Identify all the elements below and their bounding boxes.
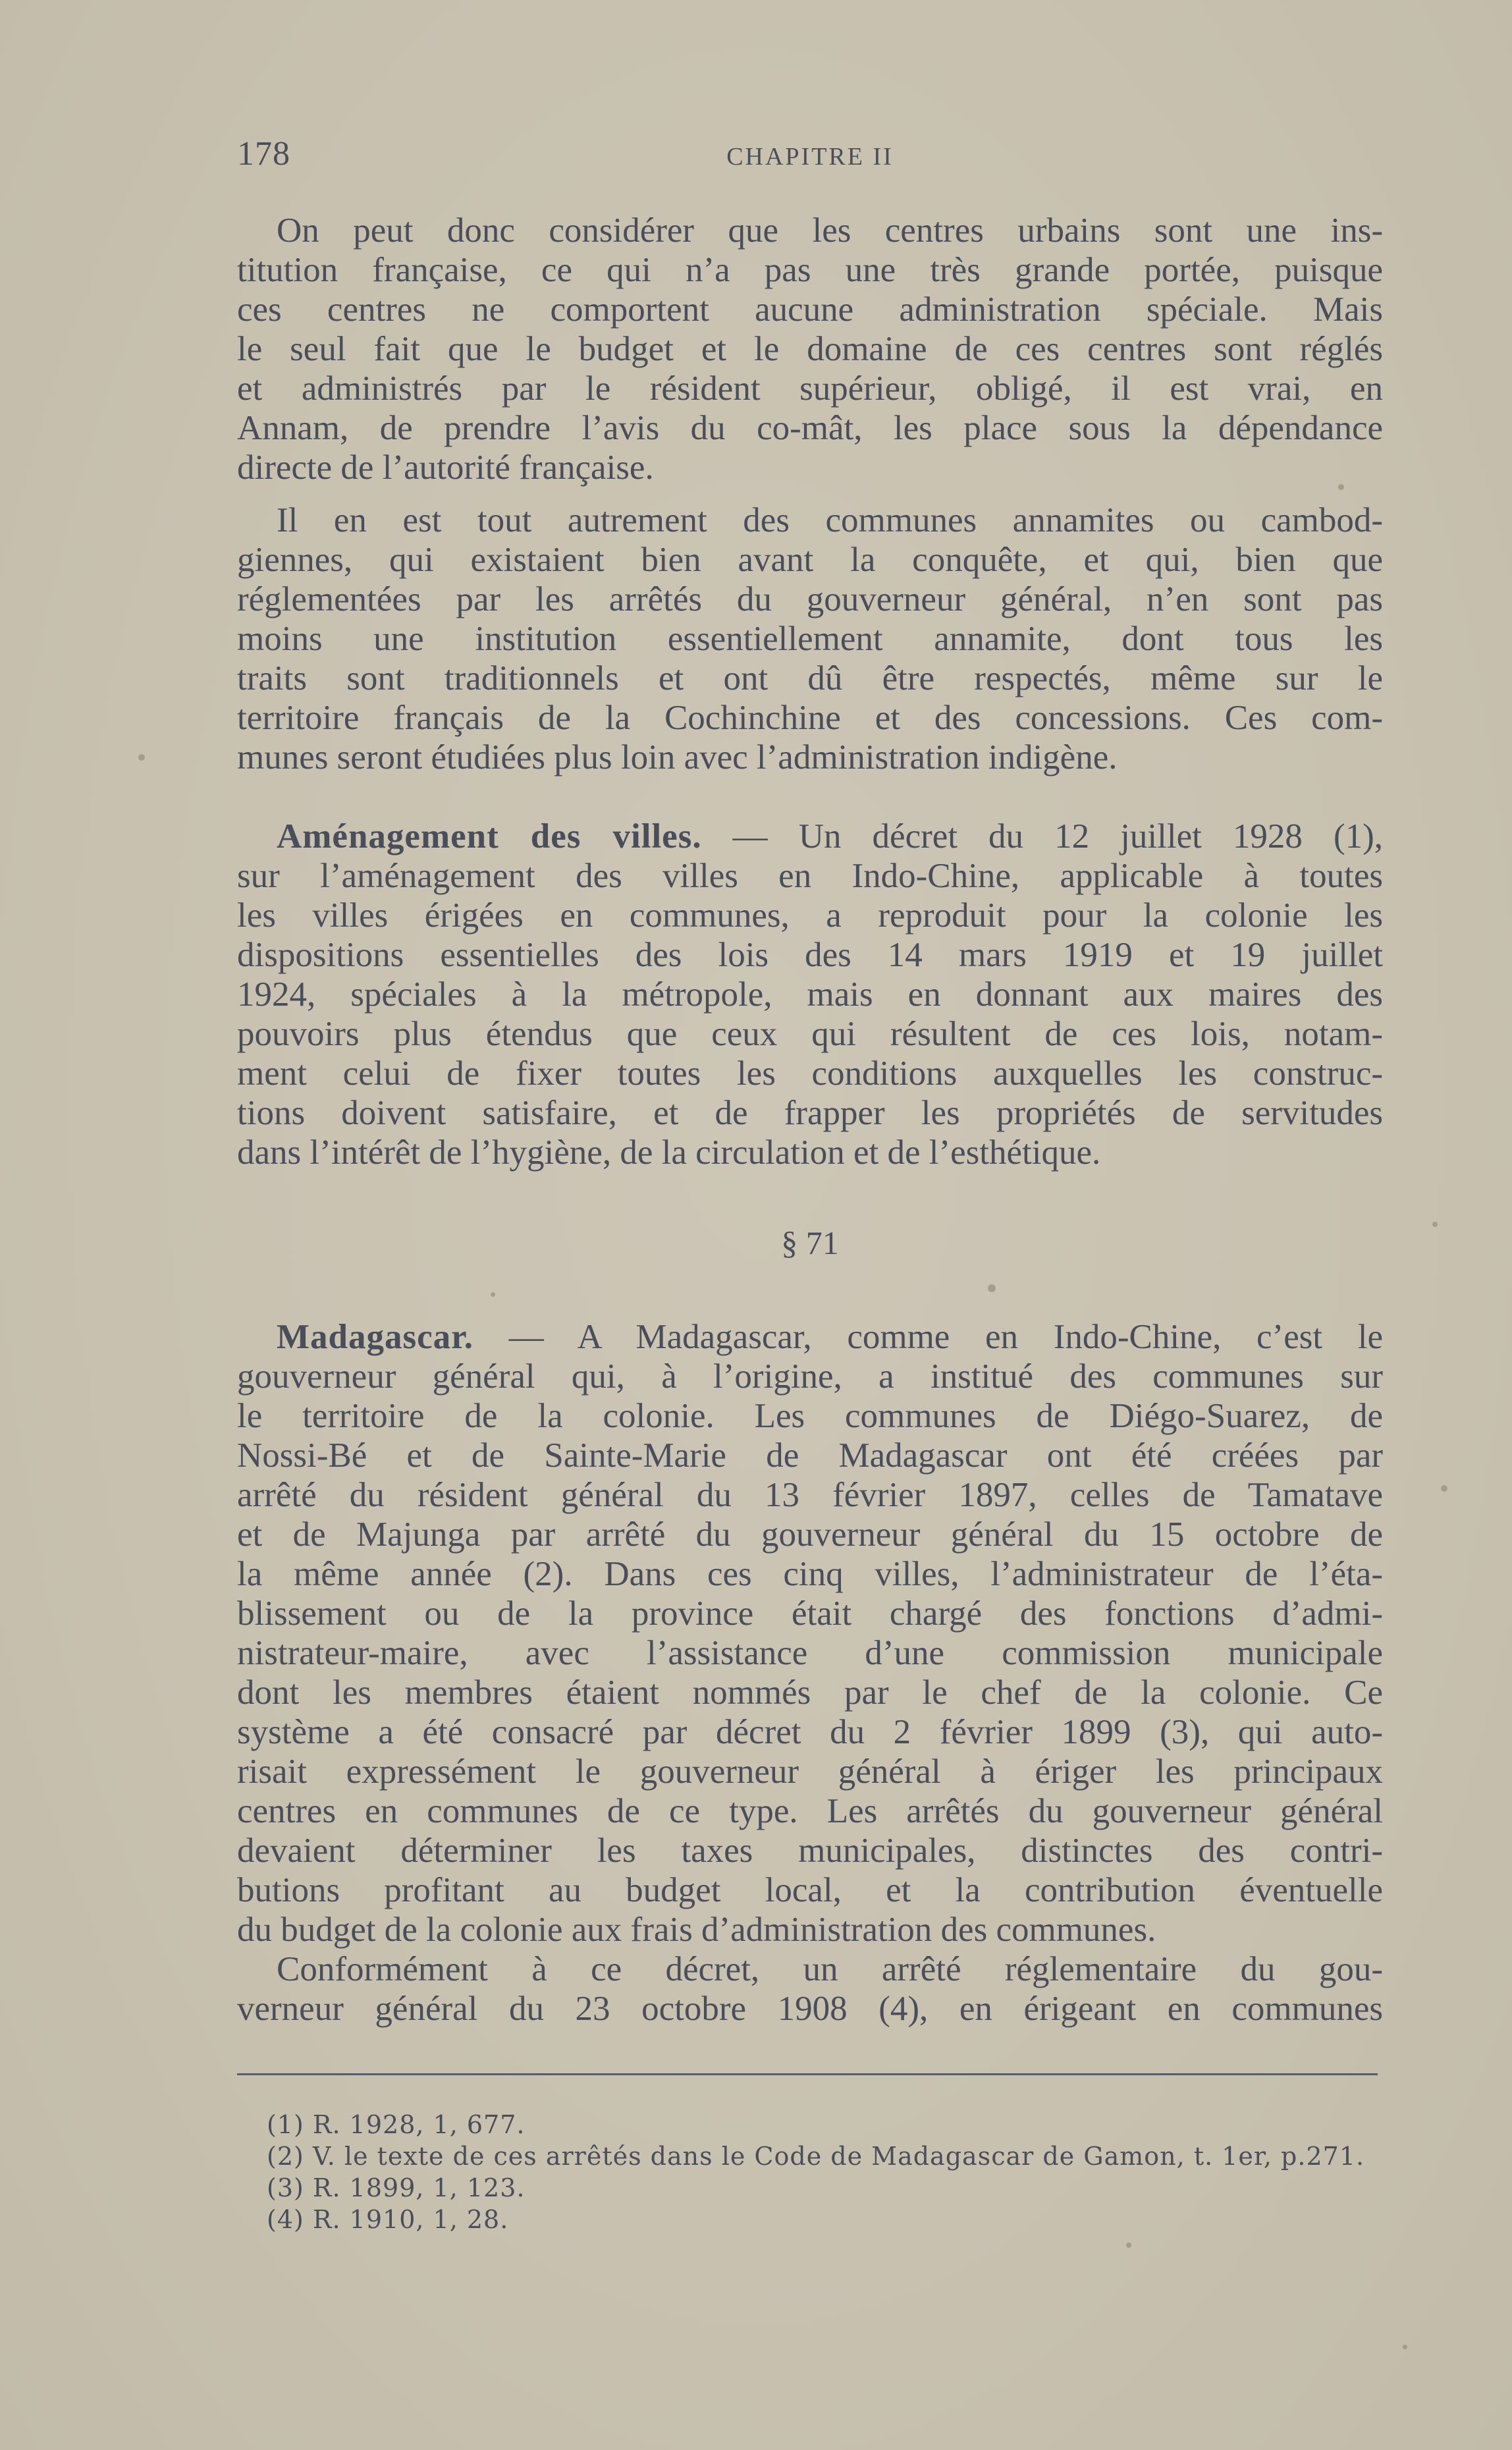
paper-speck xyxy=(1432,1222,1438,1227)
footnote: (2) V. le texte de ces arrêtés dans le Code de Madagascar de Gamon, t. 1er, p.271. xyxy=(267,2142,1365,2171)
text-line: verneur général du 23 octobre 1908 (4), en érigeant en communes xyxy=(237,1990,1383,2028)
text-line: gouverneur général qui, à l’origine, a institué des communes sur xyxy=(237,1357,1383,1396)
page-header xyxy=(237,134,1383,180)
text-line: traits sont traditionnels et ont dû être respectés, même sur le xyxy=(237,659,1383,697)
text-line: et de Majunga par arrêté du gouverneur général du 15 octobre de xyxy=(237,1515,1383,1554)
text-line: du budget de la colonie aux frais d’administration des communes. xyxy=(237,1911,1156,1949)
text-line: devaient déterminer les taxes municipales, distinctes des contri- xyxy=(237,1832,1383,1870)
text-line: 1924, spéciales à la métropole, mais en donnant aux maires des xyxy=(237,975,1383,1014)
paper-speck xyxy=(138,754,145,761)
footnote: (1) R. 1928, 1, 677. xyxy=(267,2110,526,2139)
text-line xyxy=(237,1317,1383,1357)
section-heading-madagascar: Madagascar. xyxy=(277,1318,474,1356)
text-line: moins une institution essentiellement annamite, dont tous les xyxy=(237,620,1383,658)
text-line: sur l’aménagement des villes en Indo-Chine, applicable à toutes xyxy=(237,857,1383,895)
text-run: — A Madagascar, comme en Indo-Chine, c’est le xyxy=(473,1318,1383,1356)
text-line: les villes érigées en communes, a reproduit pour la colonie les xyxy=(237,896,1383,935)
running-head: CHAPITRE II xyxy=(726,143,894,171)
text-line: centres en communes de ce type. Les arrêtés du gouverneur général xyxy=(237,1792,1383,1830)
text-line: la même année (2). Dans ces cinq villes, l’administrateur de l’éta- xyxy=(237,1555,1383,1593)
paper-speck xyxy=(1338,484,1344,490)
paper-speck xyxy=(491,1292,495,1297)
paper-speck xyxy=(988,1284,996,1292)
text-line: butions profitant au budget local, et la contribution éventuelle xyxy=(237,1871,1383,1909)
text-line: ment celui de fixer toutes les conditions auxquelles les construc- xyxy=(237,1054,1383,1093)
section-heading-amenagement: Aménagement des villes. xyxy=(277,817,702,856)
text-line: Conformément à ce décret, un arrêté réglementaire du gou- xyxy=(277,1950,1383,1988)
text-line: réglementées par les arrêtés du gouverneur général, n’en sont pas xyxy=(237,580,1383,618)
text-line: directe de l’autorité française. xyxy=(237,449,654,487)
text-line xyxy=(237,817,1383,856)
text-line: blissement ou de la province était chargé des fonctions d’admi- xyxy=(237,1594,1383,1633)
text-line: Il en est tout autrement des communes annamites ou cambod- xyxy=(277,501,1383,539)
footnote-divider xyxy=(237,2073,1378,2075)
text-line: risait expressément le gouverneur général à ériger les principaux xyxy=(237,1753,1383,1791)
paper-speck xyxy=(1441,1485,1447,1492)
text-line: pouvoirs plus étendus que ceux qui résultent de ces lois, notam- xyxy=(237,1015,1383,1053)
text-line: Nossi-Bé et de Sainte-Marie de Madagascar ont été créées par xyxy=(237,1436,1383,1475)
text-line: giennes, qui existaient bien avant la conquête, et qui, bien que xyxy=(237,541,1383,579)
paper-speck xyxy=(1403,2345,1407,2349)
text-line: système a été consacré par décret du 2 février 1899 (3), qui auto- xyxy=(237,1713,1383,1751)
text-line: munes seront étudiées plus loin avec l’administration indigène. xyxy=(237,738,1118,776)
text-line: On peut donc considérer que les centres urbains sont une ins- xyxy=(277,211,1383,250)
text-line: et administrés par le résident supérieur, obligé, il est vrai, en xyxy=(237,369,1383,408)
footnote: (3) R. 1899, 1, 123. xyxy=(267,2173,526,2202)
text-line: tions doivent satisfaire, et de frapper les propriétés de servitudes xyxy=(237,1094,1383,1132)
text-line: nistrateur-maire, avec l’assistance d’une commission municipale xyxy=(237,1634,1383,1672)
text-line: territoire français de la Cochinchine et des concessions. Ces com- xyxy=(237,699,1383,737)
text-line: dans l’intérêt de l’hygiène, de la circulation et de l’esthétique. xyxy=(237,1133,1101,1172)
text-line: arrêté du résident général du 13 février 1897, celles de Tamatave xyxy=(237,1476,1383,1514)
section-number: § 71 xyxy=(781,1224,839,1261)
text-line: dispositions essentielles des lois des 14 mars 1919 et 19 juillet xyxy=(237,936,1383,974)
paper-speck xyxy=(1126,2243,1131,2248)
page-number: 178 xyxy=(237,135,290,173)
footnote: (4) R. 1910, 1, 28. xyxy=(267,2205,509,2234)
text-line: le territoire de la colonie. Les communes de Diégo-Suarez, de xyxy=(237,1397,1383,1435)
text-line: titution française, ce qui n’a pas une très grande portée, puisque xyxy=(237,251,1383,289)
text-line: ces centres ne comportent aucune administration spéciale. Mais xyxy=(237,290,1383,329)
text-line: le seul fait que le budget et le domaine de ces centres sont réglés xyxy=(237,330,1383,368)
text-line: dont les membres étaient nommés par le chef de la colonie. Ce xyxy=(237,1674,1383,1712)
text-line: Annam, de prendre l’avis du co-mât, les place sous la dépendance xyxy=(237,409,1383,447)
text-run: — Un décret du 12 juillet 1928 (1), xyxy=(701,817,1383,856)
